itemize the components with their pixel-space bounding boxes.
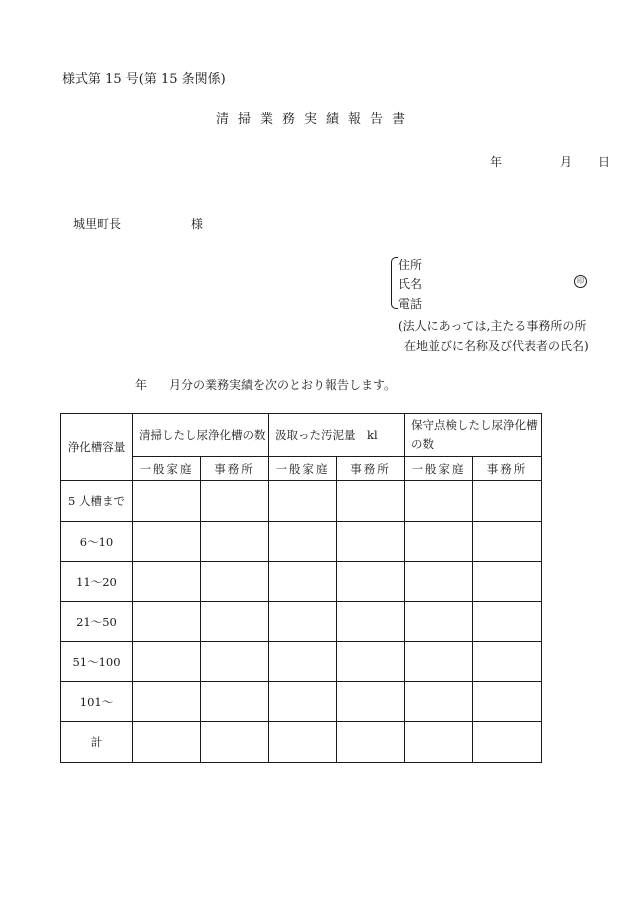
addressee-name: 城里町長: [73, 217, 122, 231]
statement-text: 月分の業務実績を次のとおり報告します。: [169, 378, 397, 392]
sludge-volume-header: 汲取った汚泥量 kl: [269, 414, 405, 457]
blank-cell[interactable]: [405, 522, 473, 562]
blank-cell[interactable]: [133, 682, 201, 722]
blank-cell[interactable]: [269, 481, 337, 522]
date-month: 月: [560, 155, 573, 169]
blank-cell[interactable]: [201, 562, 269, 602]
statement-year: 年: [135, 378, 148, 392]
blank-cell[interactable]: [337, 722, 405, 763]
table-row: [61, 642, 542, 682]
blank-cell[interactable]: [337, 682, 405, 722]
blank-cell[interactable]: [473, 562, 542, 602]
blank-cell[interactable]: [405, 642, 473, 682]
seal-mark: 印: [574, 275, 587, 288]
blank-cell[interactable]: [269, 602, 337, 642]
document-title: 清掃業務実績報告書: [215, 112, 414, 127]
blank-cell[interactable]: [133, 602, 201, 642]
address-label: 住所: [398, 258, 423, 272]
row-label: 11～20: [61, 562, 133, 602]
blank-cell[interactable]: [473, 481, 542, 522]
subheader-office: 事務所: [337, 457, 405, 481]
blank-cell[interactable]: [201, 481, 269, 522]
form-number-label: 様式第 15 号(第 15 条関係): [62, 72, 226, 87]
blank-cell[interactable]: [201, 602, 269, 642]
blank-cell[interactable]: [337, 481, 405, 522]
blank-cell[interactable]: [337, 642, 405, 682]
blank-cell[interactable]: [269, 682, 337, 722]
name-label: 氏名: [398, 277, 423, 291]
blank-cell[interactable]: [405, 562, 473, 602]
blank-cell[interactable]: [405, 682, 473, 722]
inspected-tanks-header: 保守点検したし尿浄化槽の数: [405, 414, 542, 457]
table-row-total: [61, 722, 542, 763]
row-label: 21～50: [61, 602, 133, 642]
blank-cell[interactable]: [337, 602, 405, 642]
row-label: 101～: [61, 682, 133, 722]
report-statement: [135, 376, 396, 393]
applicant-note-line1: (法人にあっては,主たる事務所の所: [398, 319, 587, 333]
blank-cell[interactable]: [133, 522, 201, 562]
row-label: 5 人槽まで: [61, 481, 133, 522]
date-day: 日: [598, 155, 611, 169]
row-label: 6～10: [61, 522, 133, 562]
table-row: [61, 562, 542, 602]
date-year: 年: [490, 155, 503, 169]
table-row: [61, 682, 542, 722]
blank-cell[interactable]: [473, 642, 542, 682]
cleaned-tanks-header: 清掃したし尿浄化槽の数: [133, 414, 269, 457]
blank-cell[interactable]: [405, 481, 473, 522]
blank-cell[interactable]: [405, 602, 473, 642]
report-table: [60, 413, 542, 763]
table-row: [61, 602, 542, 642]
subheader-household: 一般家庭: [133, 457, 201, 481]
blank-cell[interactable]: [269, 562, 337, 602]
blank-cell[interactable]: [473, 522, 542, 562]
blank-cell[interactable]: [337, 562, 405, 602]
blank-cell[interactable]: [337, 522, 405, 562]
addressee-honorific: 様: [191, 217, 204, 231]
blank-cell[interactable]: [133, 481, 201, 522]
addressee: [73, 215, 203, 232]
blank-cell[interactable]: [133, 642, 201, 682]
blank-cell[interactable]: [473, 722, 542, 763]
subheader-office: 事務所: [201, 457, 269, 481]
subheader-household: 一般家庭: [269, 457, 337, 481]
phone-label: 電話: [398, 297, 423, 311]
date-line: [490, 153, 610, 170]
table-row: [61, 481, 542, 522]
blank-cell[interactable]: [201, 522, 269, 562]
table-row: [61, 522, 542, 562]
applicant-bracket: [391, 257, 398, 309]
blank-cell[interactable]: [133, 562, 201, 602]
blank-cell[interactable]: [269, 522, 337, 562]
blank-cell[interactable]: [133, 722, 201, 763]
blank-cell[interactable]: [269, 722, 337, 763]
blank-cell[interactable]: [201, 722, 269, 763]
blank-cell[interactable]: [201, 642, 269, 682]
blank-cell[interactable]: [473, 602, 542, 642]
subheader-office: 事務所: [473, 457, 542, 481]
blank-cell[interactable]: [201, 682, 269, 722]
applicant-note-line2: 在地並びに名称及び代表者の氏名): [404, 339, 589, 353]
row-label-total: 計: [61, 722, 133, 763]
row-label: 51～100: [61, 642, 133, 682]
blank-cell[interactable]: [405, 722, 473, 763]
blank-cell[interactable]: [473, 682, 542, 722]
blank-cell[interactable]: [269, 642, 337, 682]
subheader-household: 一般家庭: [405, 457, 473, 481]
capacity-header: 浄化槽容量: [61, 414, 133, 481]
